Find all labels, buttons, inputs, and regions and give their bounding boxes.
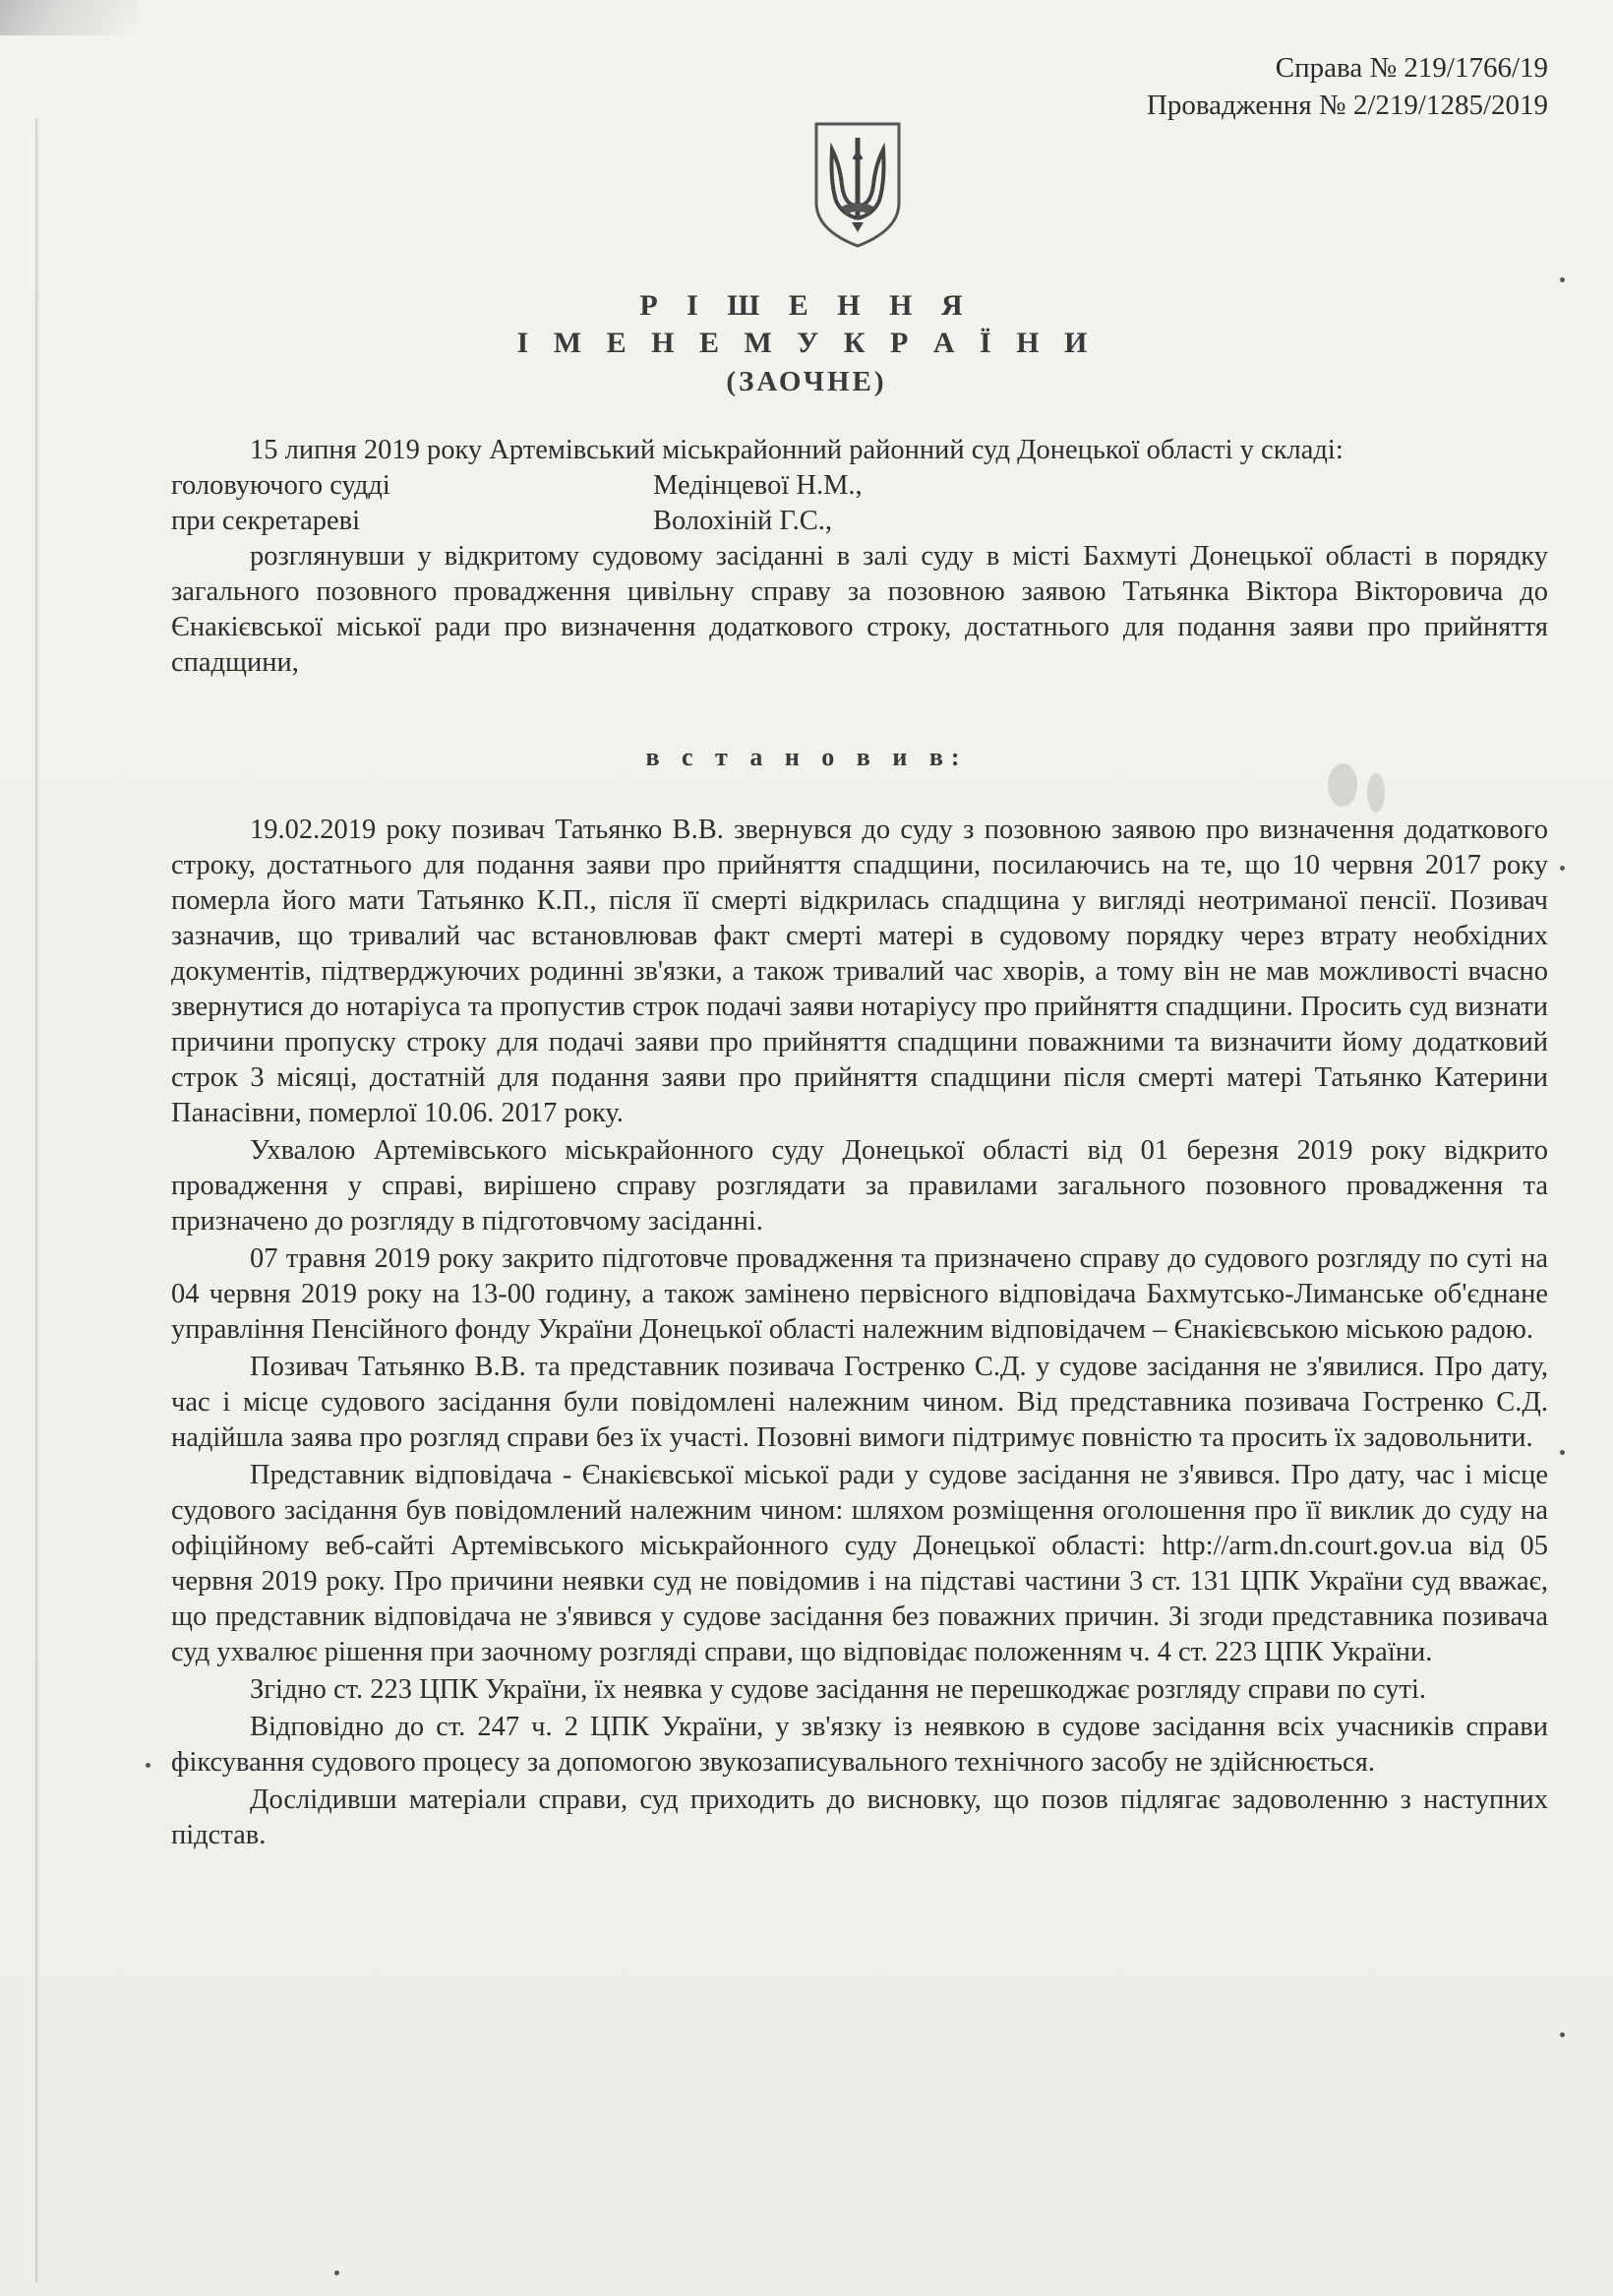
scan-smudge: [1367, 773, 1385, 813]
scan-smudge: [1328, 763, 1357, 807]
paragraph: Позивач Татьянко В.В. та представник позивача Гостренко С.Д. у судове засідання не з'явилися. Про дату, час і місце судового засідання були повідомлені належним чином. Від представника позивача Гостренко С.Д. надійшла заява про розгляд справи без їх участі. Позовні вимоги підтримує повністю та просить їх задовольнити.: [171, 1352, 1548, 1453]
paragraph: 19.02.2019 року позивач Татьянко В.В. звернувся до суду з позовною заявою про визначення додаткового строку, достатнього для подання заяви про прийняття спадщини, посилаючись на те, що 10 червня 2017 року померла його мати Татьянко К.П., після її смерті відкрилась спадщина у вигляді неотриманої пенсії. Позивач зазначив, що тривалий час встановлював факт смерті матері в судовому порядку через втрату необхідних документів, підтверджуючих родинні зв'язки, а також тривалий час хворів, а тому він не мав можливості вчасно звернутися до нотаріуса та пропустив строк подачі заяви нотаріусу про прийняття спадщини. Просить суд визнати причини пропуску строку для подачі заяви про прийняття спадщини поважними та визначити йому додатковий строк 3 місяці, достатній для подання заяви про прийняття спадщини після смерті матері Татьянко Катерини Панасівни, померлої 10.06. 2017 року.: [171, 815, 1548, 1128]
case-meta: [1147, 49, 1548, 124]
title-in-absentia: (ЗАОЧНЕ): [726, 366, 887, 397]
case-description: розглянувши у відкритому судовому засіданні в залі суду в місті Бахмуті Донецької області в порядку загального позовного провадження цивільну справу за позовною заявою Татьянка Віктора Вікторовича до Єнакієвської міської ради про визначення додаткового строку, достатнього для подання заяви про прийняття спадщини,: [171, 541, 1548, 678]
scan-edge-shadow: [0, 0, 138, 35]
established-heading: в с т а н о в и в:: [645, 743, 968, 771]
paragraph: Представник відповідача - Єнакієвської міської ради у судове засідання не з'явився. Про дату, час і місце судового засідання був повідомлений належним чином: шляхом розміщення оголошення про її виклик до суду на офіційному веб-сайті Артемівського міськрайонного суду Донецької області: http://arm.dn.court.gov.ua від 05 червня 2019 року. Про причини неявки суд не повідомив і на підставі частини 3 ст. 131 ЦПК України суд вважає, що представник відповідача не з'явився у судове засідання без поважних причин. Зі згоди представника позивача суд ухвалює рішення при заочному розгляді справи, що відповідає положенням ч. 4 ст. 223 ЦПК України.: [171, 1460, 1548, 1667]
proceeding-number: Провадження № 2/219/1285/2019: [1146, 90, 1548, 121]
judge-row: [171, 468, 1548, 504]
secretary-name: Волохіній Г.С.,: [653, 506, 833, 536]
scan-speck: [146, 1763, 150, 1768]
intro-paragraph: 15 липня 2019 року Артемівський міськрайонний районний суд Донецької області у складі:: [250, 435, 1344, 465]
scan-speck: [1560, 866, 1565, 871]
scan-speck: [1560, 277, 1565, 282]
case-number: Справа № 219/1766/19: [1275, 52, 1548, 84]
paragraph: Дослідивши матеріали справи, суд приходить до висновку, що позов підлягає задоволенню з наступних підстав.: [171, 1784, 1548, 1850]
scan-speck: [334, 2270, 339, 2275]
scan-left-edge: [35, 118, 39, 2282]
secretary-row: [171, 504, 1548, 539]
intro-block: [171, 433, 1548, 681]
trident-coat-of-arms-icon: [812, 120, 903, 250]
paragraph: Відповідно до ст. 247 ч. 2 ЦПК України, у зв'язку із неявкою в судове засідання всіх учасників справи фіксування судового процесу за допомогою звукозаписувального технічного засобу не здійснюється.: [171, 1712, 1548, 1778]
judge-name: Медінцевої Н.М.,: [653, 470, 863, 501]
main-text: [171, 813, 1548, 1855]
paragraph: Ухвалою Артемівського міськрайонного суду Донецької області від 01 березня 2019 року відкрито провадження у справі, вирішено справу розглядати за правилами загального позовного провадження та призначено до розгляду в підготовчому засіданні.: [171, 1135, 1548, 1237]
paragraph: 07 травня 2019 року закрито підготовче провадження та призначено справу до судового розгляду по суті на 04 червня 2019 року на 13-00 годину, а також замінено первісного відповідача Бахмутсько-Лиманське об'єднане управління Пенсійного фонду України Донецької області належним відповідачем – Єнакієвською міською радою.: [171, 1243, 1548, 1345]
judge-label: головуючого судді: [171, 470, 390, 501]
scan-speck: [1560, 1450, 1565, 1455]
scan-speck: [1560, 2032, 1565, 2037]
paragraph: Згідно ст. 223 ЦПК України, їх неявка у судове засідання не перешкоджає розгляду справи по суті.: [250, 1674, 1427, 1705]
title-in-the-name: І М Е Н Е М У К Р А Ї Н И: [516, 327, 1097, 359]
title-decision: Р І Ш Е Н Н Я: [639, 289, 974, 322]
secretary-label: при секретареві: [171, 506, 360, 536]
